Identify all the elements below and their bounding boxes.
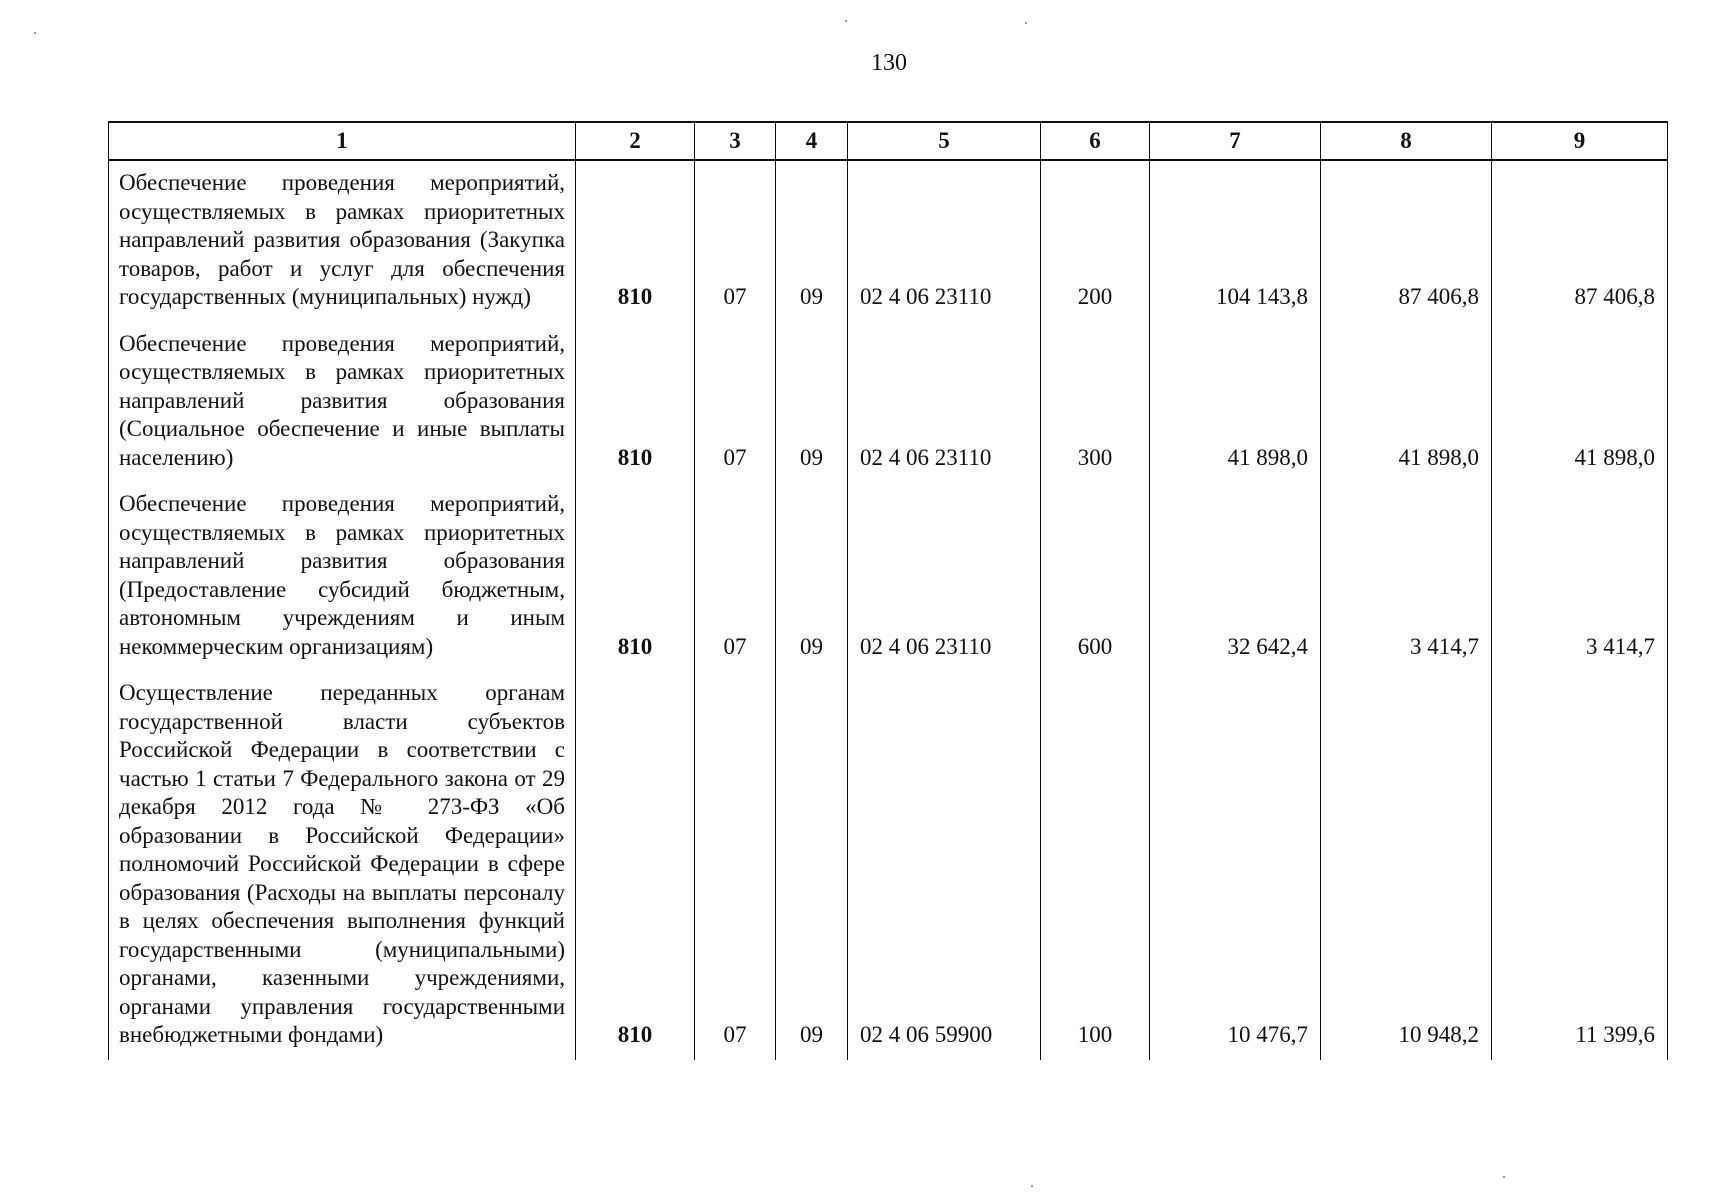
section-code: 07: [695, 671, 776, 1060]
amount-col-7: 32 642,4: [1150, 482, 1321, 671]
table-row: [109, 322, 1668, 483]
row-description: Обеспечение проведения мероприятий, осуществляемых в рамках приоритетных направлений развития образования (Закупка товаров, работ и услуг для обеспечения государственных (муниципальных) нужд): [109, 160, 576, 322]
scan-speck: [34, 32, 36, 34]
amount-col-9: 3 414,7: [1492, 482, 1668, 671]
expense-type-code: 200: [1041, 160, 1150, 322]
expense-type-code: 100: [1041, 671, 1150, 1060]
page-number: 130: [871, 50, 907, 76]
column-header: 6: [1041, 122, 1150, 160]
table-row: [109, 160, 1668, 322]
amount-col-7: 104 143,8: [1150, 160, 1321, 322]
amount-col-8: 10 948,2: [1321, 671, 1492, 1060]
amount-col-7: 10 476,7: [1150, 671, 1321, 1060]
scan-speck: [845, 20, 847, 22]
admin-code: 810: [576, 482, 695, 671]
scan-speck: [1031, 1185, 1033, 1187]
subsection-code: 09: [776, 482, 848, 671]
subsection-code: 09: [776, 160, 848, 322]
admin-code: 810: [576, 322, 695, 483]
section-code: 07: [695, 160, 776, 322]
table-header-row: [109, 122, 1668, 160]
table-row: [109, 671, 1668, 1060]
amount-col-8: 87 406,8: [1321, 160, 1492, 322]
amount-col-9: 41 898,0: [1492, 322, 1668, 483]
column-header: 5: [848, 122, 1041, 160]
section-code: 07: [695, 482, 776, 671]
column-header: 9: [1492, 122, 1668, 160]
target-article-code: 02 4 06 23110: [848, 482, 1041, 671]
amount-col-8: 41 898,0: [1321, 322, 1492, 483]
expense-type-code: 300: [1041, 322, 1150, 483]
subsection-code: 09: [776, 322, 848, 483]
amount-col-8: 3 414,7: [1321, 482, 1492, 671]
subsection-code: 09: [776, 671, 848, 1060]
amount-col-9: 87 406,8: [1492, 160, 1668, 322]
row-description: Обеспечение проведения мероприятий, осуществляемых в рамках приоритетных направлений развития образования (Социальное обеспечение и иные выплаты населению): [109, 322, 576, 483]
amount-col-9: 11 399,6: [1492, 671, 1668, 1060]
row-description: Обеспечение проведения мероприятий, осуществляемых в рамках приоритетных направлений развития образования (Предоставление субсидий бюджетным, автономным учреждениям и иным некоммерческим организациям): [109, 482, 576, 671]
target-article-code: 02 4 06 59900: [848, 671, 1041, 1060]
target-article-code: 02 4 06 23110: [848, 322, 1041, 483]
scan-speck: [1503, 1176, 1505, 1178]
row-description: Осуществление переданных органам государственной власти субъектов Российской Федерации в соответствии с частью 1 статьи 7 Федерального закона от 29 декабря 2012 года № 273-ФЗ «Об образовании в Российской Федерации» полномочий Российской Федерации в сфере образования (Расходы на выплаты персоналу в целях обеспечения выполнения функций государственными (муниципальными) органами, казенными учреждениями, органами управления государственными внебюджетными фондами): [109, 671, 576, 1060]
column-header: 3: [695, 122, 776, 160]
budget-table: [108, 121, 1668, 1060]
admin-code: 810: [576, 160, 695, 322]
column-header: 1: [109, 122, 576, 160]
column-header: 8: [1321, 122, 1492, 160]
admin-code: 810: [576, 671, 695, 1060]
expense-type-code: 600: [1041, 482, 1150, 671]
target-article-code: 02 4 06 23110: [848, 160, 1041, 322]
amount-col-7: 41 898,0: [1150, 322, 1321, 483]
table-row: [109, 482, 1668, 671]
section-code: 07: [695, 322, 776, 483]
column-header: 2: [576, 122, 695, 160]
scan-speck: [1025, 22, 1027, 24]
column-header: 4: [776, 122, 848, 160]
column-header: 7: [1150, 122, 1321, 160]
